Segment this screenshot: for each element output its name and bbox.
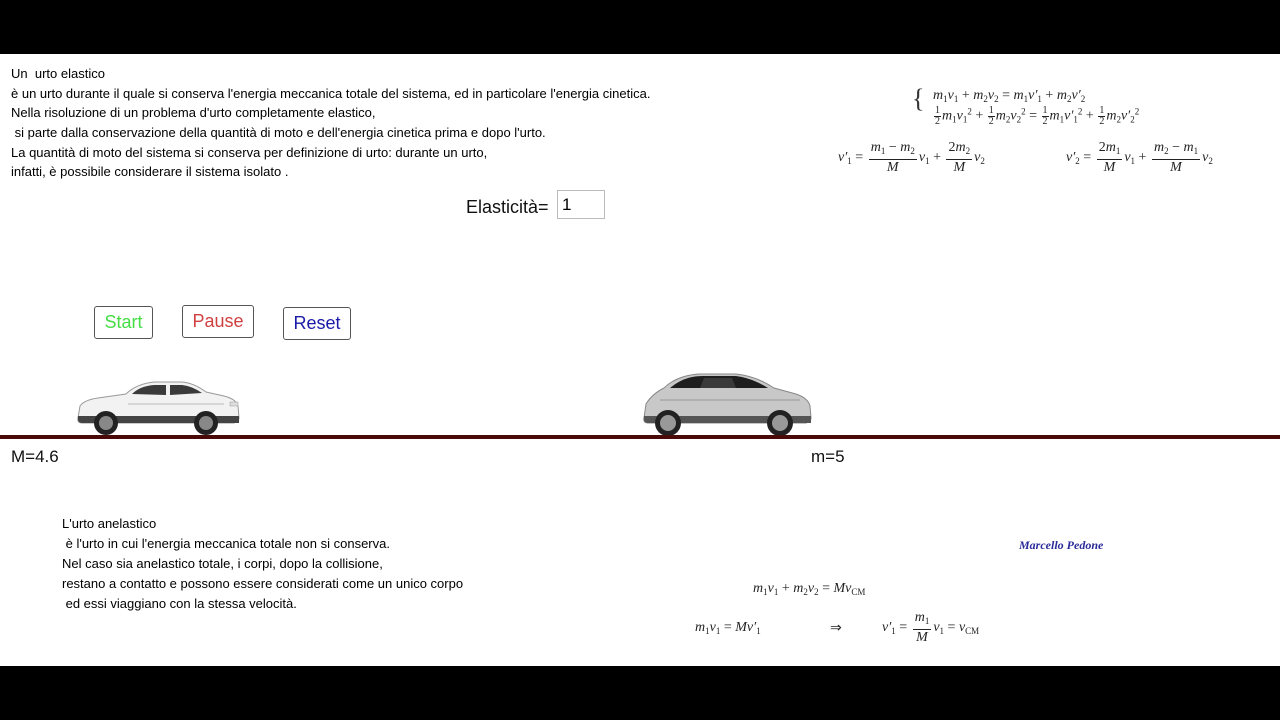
anelastic-line-1: è l'urto in cui l'energia meccanica totale non si conserva. [62, 536, 390, 551]
elastic-line-2: Nella risoluzione di un problema d'urto completamente elastico, [11, 105, 376, 120]
pause-button[interactable] [182, 305, 254, 338]
left-car[interactable] [74, 378, 242, 438]
elasticity-input[interactable] [557, 190, 605, 219]
energy-equation: $\frac{1}{2}$ $m_1v_1^2$ + $\frac{1}{2}$ $m_2v_2^2$ = $\frac{1}{2}$ $m_1v'_1^2$ + $\frac{1}{2}$ $m_2v'_2^2$ [935, 105, 1140, 127]
applet-canvas [0, 54, 1280, 666]
anelastic-line-2: Nel caso sia anelastico totale, i corpi, dopo la collisione, [62, 556, 383, 571]
start-button-label: Start [104, 312, 143, 332]
right-mass-label: m=5 [811, 447, 845, 466]
system-brace: { [912, 84, 925, 113]
anelastic-line-3: restano a contatto e possono essere considerati come un unico corpo [62, 576, 464, 591]
final-velocity-1-formula: $v'_1$ = $\frac{m_1 - m_2}{M}$ $v_1$ + $\frac{2m_2}{M}$ $v_2$ [838, 140, 985, 175]
elasticity-label: Elasticità= [466, 197, 549, 217]
anelastic-momentum-equation: $m_1v_1 + m_2v_2 = Mv_{CM}$ [753, 581, 866, 597]
anelastic-single-body-equation: $m_1v_1 = Mv'_1$ [695, 620, 761, 636]
implies-arrow: ⇒ [830, 621, 842, 636]
left-mass-label: M=4.6 [11, 447, 59, 466]
anelastic-line-4: ed essi viaggiano con la stessa velocità. [62, 596, 297, 611]
anelastic-velocity-equation: $v'_1$ = $\frac{m_1}{M}$ $v_1 = v_{CM}$ [882, 610, 980, 645]
elastic-title: Un urto elastico [11, 66, 105, 81]
elastic-line-1: è un urto durante il quale si conserva l'energia meccanica totale del sistema, ed in particolare l'energia cinetica. [11, 86, 651, 101]
final-velocity-2-formula: $v'_2$ = $\frac{2m_1}{M}$ $v_1$ + $\frac{m_2 - m_1}{M}$ $v_2$ [1066, 140, 1213, 175]
elastic-line-4: La quantità di moto del sistema si conserva per definizione di urto: durante un urto, [11, 145, 488, 160]
reset-button[interactable] [283, 307, 351, 340]
start-button[interactable] [94, 306, 153, 339]
elastic-line-5: infatti, è possibile considerare il sistema isolato . [11, 164, 289, 179]
reset-button-label: Reset [293, 313, 341, 333]
right-car[interactable] [640, 370, 815, 438]
momentum-equation: $m_1v_1 + m_2v_2 = m_1v'_1 + m_2v'_2$ [933, 88, 1086, 104]
anelastic-title: L'urto anelastico [62, 516, 157, 531]
ground-line [0, 435, 1280, 439]
pause-button-label: Pause [192, 311, 244, 331]
elastic-line-3: si parte dalla conservazione della quantità di moto e dell'energia cinetica prima e dopo l'urto. [11, 125, 546, 140]
author-signature: Marcello Pedone [1019, 538, 1104, 552]
